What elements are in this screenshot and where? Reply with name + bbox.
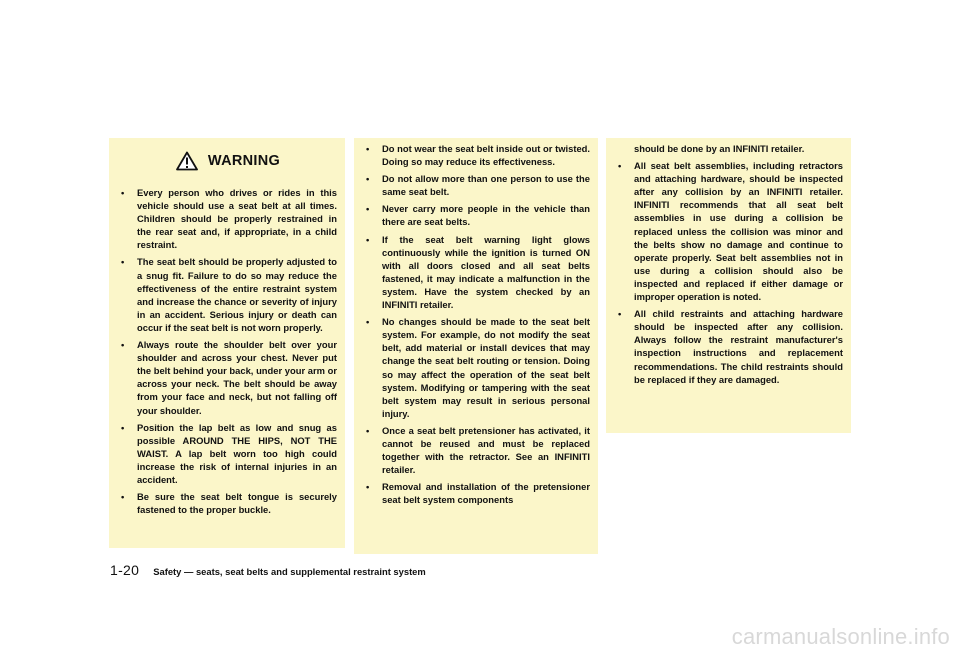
list-item: • All child restraints and attaching hardware should be inspected after any collision. Always follow the restraint manufacturer's inspection instructions and replacement recommendations. The child restraints should be replaced if they are damaged. [618,308,843,385]
bullet: • [366,316,370,328]
list-item: • Every person who drives or rides in this vehicle should use a seat belt at all times. Children should be properly restrained in the rear seat and, if appropriate, in a child restraint. [121,187,337,251]
page-number: 1-20 [110,562,140,578]
bullet: • [366,233,370,245]
bullet: • [366,203,370,215]
bullet: • [121,256,125,268]
bullet: • [121,187,125,198]
bullet: • [366,481,370,493]
list-item: • Once a seat belt pretensioner has activated, it cannot be reused and must be replaced together with the retractor. See an INFINITI retailer. [366,424,590,476]
bullet: • [121,491,125,503]
bullet: • [366,173,370,185]
list-item: • No changes should be made to the seat belt system. For example, do not modify the seat belt, add material or install devices that may change the seat belt routing or tension. Doing so may affect the operation of the seat belt system. Modifying or tampering with the seat belt system may result in serious personal injury. [366,316,590,419]
list-item: • Never carry more people in the vehicle than there are seat belts. [366,203,590,228]
bullet: • [121,421,125,433]
bullet: • [366,143,370,154]
page-footer [110,562,426,578]
warning-triangle-icon [176,151,198,171]
list-item: • Always route the shoulder belt over your shoulder and across your chest. Never put the belt behind your back, under your arm or across your neck. The belt should be away from your face and neck, but not falling off your shoulder. [121,339,337,416]
list-item: • The seat belt should be properly adjusted to a snug fit. Failure to do so may reduce the effectiveness of the entire restraint system and increase the chance or severity of injury in an accident. Serious injury or death can occur if the seat belt is not worn properly. [121,256,337,333]
list-item: • Removal and installation of the pretensioner seat belt system components [366,481,590,506]
list-item: • All seat belt assemblies, including retractors and attaching hardware, should be inspected after any collision by an INFINITI retailer. INFINITI recommends that all seat belt assemblies in use during a collision be replaced unless the collision was minor and the belts show no damage and continue to operate properly. Seat belt assemblies not in use during a collision should also be inspected and replaced if either damage or improper operation is noted. [618,160,843,303]
list-item: • Position the lap belt as low and snug as possible AROUND THE HIPS, NOT THE WAIST. A lap belt worn too high could increase the risk of internal injuries in an accident. [121,421,337,485]
middle-column [354,138,598,554]
right-column [606,138,851,433]
warning-box [109,138,345,548]
bullet: • [121,339,125,351]
middle-list [364,142,590,506]
bullet: • [618,308,622,320]
bullet: • [366,424,370,436]
warning-title: WARNING [207,153,281,169]
right-list [616,159,843,386]
continued-text: should be done by an INFINITI retailer. [634,143,805,154]
list-item: • Do not wear the seat belt inside out or twisted. Doing so may reduce its effectiveness. [366,143,590,168]
list-item: • Do not allow more than one person to use the same seat belt. [366,173,590,198]
warning-header [119,148,337,174]
section-title: Safety — seats, seat belts and supplemental restraint system [153,566,426,577]
list-item: • If the seat belt warning light glows continuously while the ignition is turned ON with all doors closed and all seat belts fastened, it may indicate a malfunction in the system. Have the system checked by an INFINITI retailer. [366,233,590,311]
watermark: carmanualsonline.info [731,624,950,649]
list-item: • Be sure the seat belt tongue is securely fastened to the proper buckle. [121,491,337,516]
warning-list [119,186,337,516]
bullet: • [618,160,622,172]
